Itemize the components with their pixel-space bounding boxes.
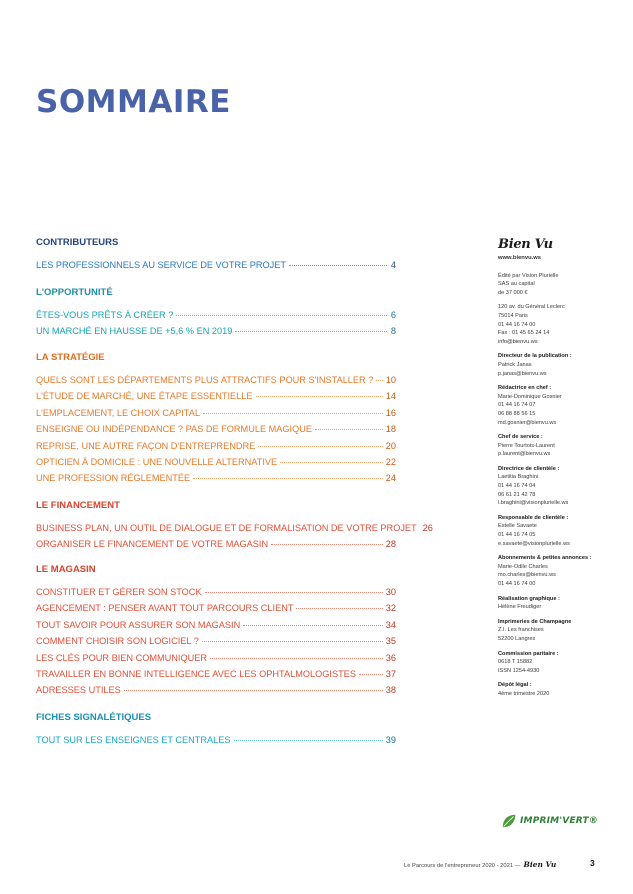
toc-section-heading: LA STRATÉGIE <box>36 352 105 363</box>
toc-entry-page: 39 <box>385 735 396 745</box>
toc-entry[interactable] <box>36 470 396 486</box>
dot-leader <box>271 544 383 545</box>
email-link[interactable]: mo.charles@bienvu.ws <box>498 572 556 579</box>
publisher-block <box>498 272 628 298</box>
credit-client-director <box>498 465 628 508</box>
address-line: 120 av. du Général Leclerc <box>498 304 565 311</box>
email-link[interactable]: p.janas@bienvu.ws <box>498 370 547 377</box>
email-link[interactable]: p.laurent@bienvu.ws <box>498 451 551 458</box>
credit-chef-service <box>498 433 628 459</box>
toc-entry-page: 32 <box>385 603 396 614</box>
toc-entry-page: 18 <box>385 424 396 435</box>
address-line: 75014 Paris <box>498 312 528 319</box>
toc-section-heading: LE MAGASIN <box>36 564 96 575</box>
publisher-line: Édité par Vision Plurielle <box>498 272 559 279</box>
toc-entry[interactable] <box>36 536 396 552</box>
credit-name: Patrick Janas <box>498 361 532 368</box>
toc-entry-page: 26 <box>422 523 433 533</box>
toc-entry-page: 38 <box>385 685 396 696</box>
toc-entry-title: TOUT SUR LES ENSEIGNES ET CENTRALES <box>36 735 231 745</box>
toc-entry[interactable] <box>36 307 396 323</box>
toc-entry-title: OPTICIEN À DOMICILE : UNE NOUVELLE ALTERNATIVE <box>36 456 278 467</box>
page-title: SOMMAIRE <box>36 84 231 120</box>
toc-entry[interactable] <box>36 682 396 698</box>
credit-director <box>498 352 628 378</box>
toc-entry-title: ENSEIGNE OU INDÉPENDANCE ? PAS DE FORMULE MAGIQUE <box>36 424 313 435</box>
dot-leader <box>235 331 387 332</box>
dot-leader <box>256 396 383 397</box>
toc-section-fiches <box>36 712 396 748</box>
toc-entry[interactable] <box>36 520 433 536</box>
toc-entry[interactable] <box>36 584 396 600</box>
toc-entry[interactable] <box>36 732 396 748</box>
toc-entry-title: ADRESSES UTILES <box>36 685 121 696</box>
leaf-icon <box>500 812 518 830</box>
credit-editor <box>498 384 628 427</box>
address-line: 52200 Langres <box>498 635 536 642</box>
toc-entry-page: 4 <box>390 260 396 270</box>
email-link[interactable]: l.braghini@visionplurielle.ws <box>498 500 569 507</box>
toc-entry-page: 22 <box>385 456 396 467</box>
toc-section-magasin <box>36 564 396 699</box>
address-block <box>498 303 628 346</box>
toc-entry-page: 37 <box>385 668 396 679</box>
phone-number: 06 88 88 56 15 <box>498 410 536 417</box>
dot-leader <box>280 462 383 463</box>
website-link[interactable]: www.bienvu.ws <box>498 255 541 261</box>
toc-entry-title: ORGANISER LE FINANCEMENT DE VOTRE MAGASIN <box>36 539 269 550</box>
phone-number: 01 44 16 74 07 <box>498 402 536 409</box>
toc-entry[interactable] <box>36 650 396 666</box>
toc-entry-title: REPRISE, UNE AUTRE FAÇON D'ENTREPRENDRE <box>36 440 256 451</box>
toc-section-heading: FICHES SIGNALÉTIQUES <box>36 712 152 723</box>
toc-entry-title: TRAVAILLER EN BONNE INTELLIGENCE AVEC LES OPHTALMOLOGISTES <box>36 668 356 679</box>
dot-leader <box>243 625 383 626</box>
credit-role: Responsable de clientèle : <box>498 514 569 521</box>
toc-entry[interactable] <box>36 405 396 421</box>
commission-number: 0618 T 15882 <box>498 659 533 666</box>
toc-entry[interactable] <box>36 617 396 633</box>
toc-entry-page: 16 <box>385 407 396 418</box>
phone-number: 01 44 16 74 04 <box>498 483 536 490</box>
phone-number: 01 44 16 74 00 <box>498 321 536 328</box>
credit-legal-deposit <box>498 681 628 698</box>
publisher-line: SAS au capital <box>498 281 535 288</box>
toc-entry-title: TOUT SAVOIR POUR ASSURER SON MAGASIN <box>36 619 241 630</box>
toc-entry-title: LES CLÉS POUR BIEN COMMUNIQUER <box>36 652 208 663</box>
phone-number: 01 44 16 74 00 <box>498 581 536 587</box>
toc-entry[interactable] <box>36 372 396 388</box>
toc-entry-page: 30 <box>385 587 396 597</box>
toc-entry[interactable] <box>36 633 396 649</box>
credit-name: Pierre Tourtois-Laurent <box>498 442 555 449</box>
credit-name: Laetitia Braghini <box>498 474 539 481</box>
dot-leader <box>296 608 382 609</box>
fax-number: Fax : 01 45 65 24 14 <box>498 330 550 337</box>
toc-entry-page: 28 <box>385 539 396 550</box>
toc-entry-page: 14 <box>385 391 396 402</box>
toc-entry[interactable] <box>36 421 396 437</box>
dot-leader <box>124 690 383 691</box>
phone-number: 01 44 16 74 05 <box>498 532 536 539</box>
toc-entry[interactable] <box>36 257 396 273</box>
issn-number: ISSN 1254-4930 <box>498 667 540 674</box>
bienvu-logo: Bien Vu <box>498 237 553 252</box>
toc-entry-title: UN MARCHÉ EN HAUSSE DE +5,6 % EN 2019 <box>36 326 233 337</box>
credit-role: Réalisation graphique : <box>498 595 560 602</box>
publisher-line: de 37 000 € <box>498 289 528 296</box>
dot-leader <box>315 429 383 430</box>
toc-entry-page: 10 <box>385 375 396 385</box>
toc-entry-page: 35 <box>385 636 396 647</box>
credit-role: Directrice de clientèle : <box>498 465 560 472</box>
credit-name: Marie-Dominique Gosnier <box>498 393 562 400</box>
masthead <box>498 237 628 705</box>
toc-entry[interactable] <box>36 600 396 616</box>
toc-section-strategie <box>36 352 396 487</box>
credit-name: Estelle Savaete <box>498 523 537 530</box>
credit-design <box>498 595 628 612</box>
credit-subscriptions <box>498 554 628 588</box>
toc-entry-title: L'ÉTUDE DE MARCHÉ, UNE ÉTAPE ESSENTIELLE <box>36 391 253 402</box>
toc-entry-page: 34 <box>385 619 396 630</box>
imprim-vert-label: IMPRIM'VERT® <box>520 816 599 826</box>
toc-entry-page: 20 <box>385 440 396 451</box>
toc-entry-page: 24 <box>385 473 396 484</box>
credit-role: Abonnements & petites annonces : <box>498 555 592 562</box>
credit-printer <box>498 618 628 644</box>
email-link[interactable]: info@bienvu.ws <box>498 338 538 345</box>
credit-role: Dépôt légal : <box>498 682 532 689</box>
dot-leader <box>203 413 383 414</box>
toc-section-heading: LE FINANCEMENT <box>36 500 120 511</box>
toc-entry-title: L'EMPLACEMENT, LE CHOIX CAPITAL <box>36 407 200 418</box>
toc-entry[interactable] <box>36 323 396 339</box>
dot-leader <box>234 740 383 741</box>
toc-entry-page: 36 <box>385 652 396 663</box>
toc-entry-title: AGENCEMENT : PENSER AVANT TOUT PARCOURS CLIENT <box>36 603 294 614</box>
credit-role: Directeur de la publication : <box>498 353 572 360</box>
dot-leader <box>193 478 383 479</box>
toc-section-heading: L'OPPORTUNITÉ <box>36 287 113 298</box>
email-link[interactable]: md.gosnier@bienvu.ws <box>498 419 557 426</box>
toc-entry[interactable] <box>36 454 396 470</box>
toc-entry-title: QUELS SONT LES DÉPARTEMENTS PLUS ATTRACTIFS POUR S'INSTALLER ? <box>36 375 374 385</box>
toc-entry[interactable] <box>36 388 396 404</box>
address-line: Z.I. Les franchises <box>498 627 544 634</box>
toc-entry-page: 8 <box>390 326 396 337</box>
page-footer <box>404 860 604 869</box>
imprim-vert-logo <box>500 812 598 830</box>
credit-role: Chef de service : <box>498 434 543 441</box>
dot-leader <box>376 380 382 381</box>
phone-number: 06 61 21 42 78 <box>498 491 536 498</box>
credit-role: Imprimeries de Champagne <box>498 618 572 625</box>
footer-brand: Bien Vu <box>523 860 557 869</box>
dot-leader <box>258 446 383 447</box>
dot-leader <box>210 658 383 659</box>
dot-leader <box>359 674 383 675</box>
toc-entry-title: UNE PROFESSION RÉGLEMENTÉE <box>36 473 191 484</box>
toc-entry[interactable] <box>36 438 396 454</box>
credit-role: Commission paritaire : <box>498 650 559 657</box>
toc-entry-title: COMMENT CHOISIR SON LOGICIEL ? <box>36 636 199 647</box>
dot-leader <box>289 265 387 266</box>
toc-section-financement <box>36 500 433 553</box>
dot-leader <box>205 592 383 593</box>
toc-section-heading: CONTRIBUTEURS <box>36 237 119 248</box>
dot-leader <box>176 315 387 316</box>
toc-section-opportunite <box>36 287 396 340</box>
toc-entry[interactable] <box>36 666 396 682</box>
dot-leader <box>202 641 383 642</box>
credit-client-manager <box>498 514 628 548</box>
toc-entry-title: CONSTITUER ET GÉRER SON STOCK <box>36 587 202 597</box>
credit-name: Hélène Freudiger <box>498 604 542 611</box>
toc-entry-title: LES PROFESSIONNELS AU SERVICE DE VOTRE PROJET <box>36 260 286 270</box>
footer-text: Le Parcours de l'entrepreneur 2020 - 2021 — <box>404 863 521 869</box>
toc-entry-page: 6 <box>390 310 396 320</box>
toc-entry-title: ÊTES-VOUS PRÊTS À CRÉER ? <box>36 310 174 320</box>
toc-section-contributeurs <box>36 237 396 273</box>
toc-entry-title: BUSINESS PLAN, UN OUTIL DE DIALOGUE ET DE FORMALISATION DE VOTRE PROJET <box>36 523 417 533</box>
credit-name: Marie-Odile Charles <box>498 563 548 570</box>
email-link[interactable]: e.savaete@visionplurielle.ws <box>498 540 570 547</box>
credit-commission <box>498 650 628 676</box>
page-number: 3 <box>590 858 595 868</box>
credit-role: Rédactrice en chef : <box>498 385 552 392</box>
legal-deposit-date: 4ème trimestre 2020 <box>498 690 550 697</box>
